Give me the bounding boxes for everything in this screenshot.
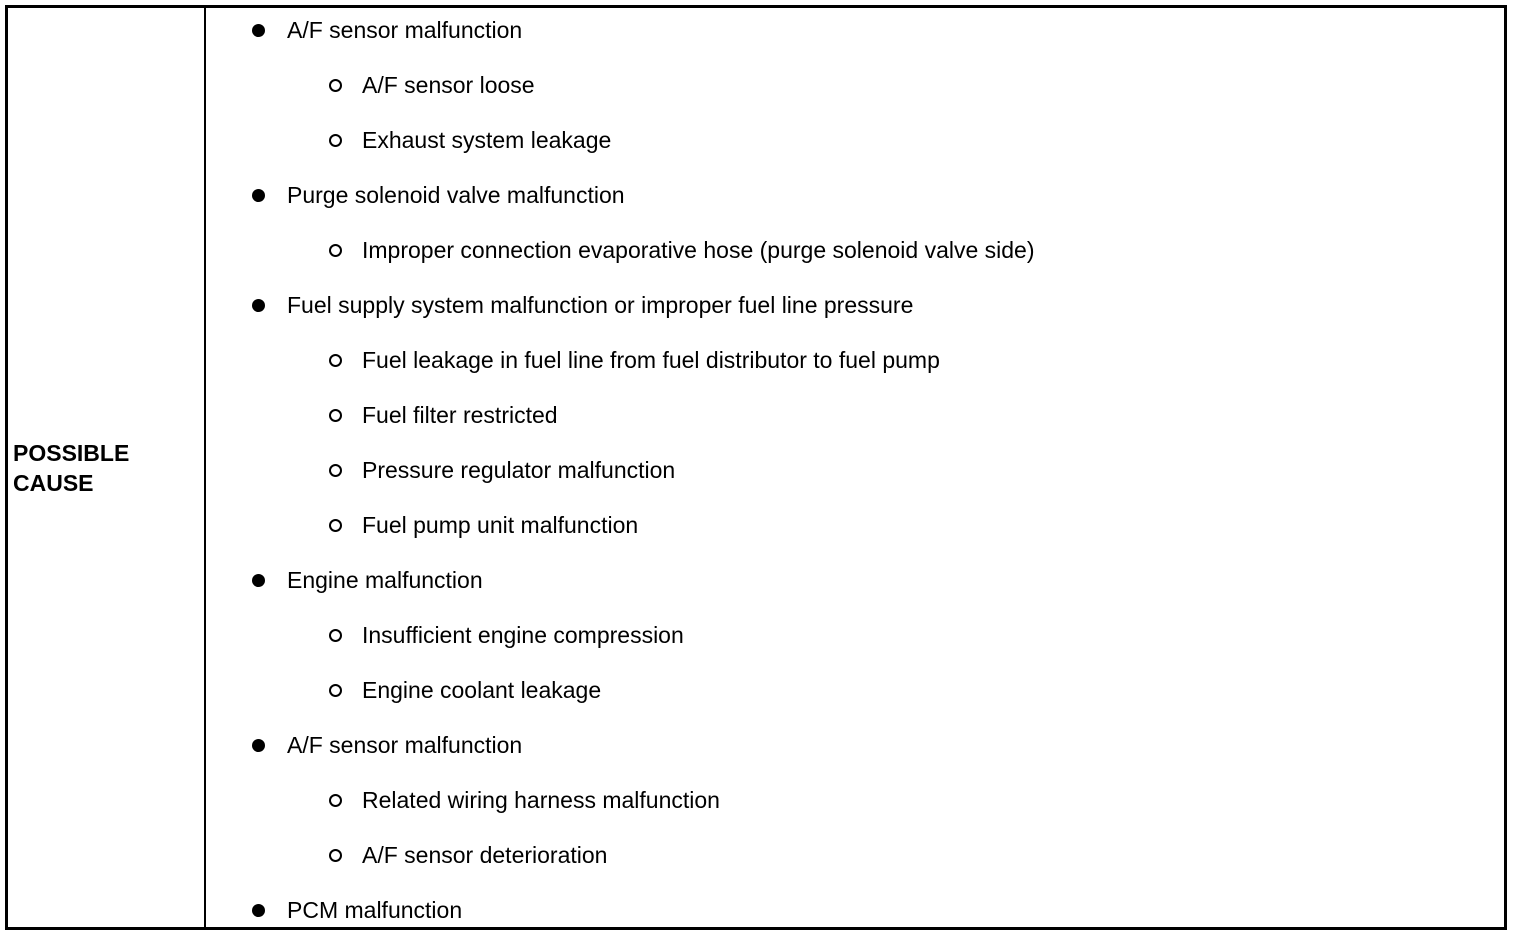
cause-subitem-text: Improper connection evaporative hose (purge solenoid valve side) (362, 237, 1035, 263)
cause-subitem (206, 399, 1504, 454)
cause-subitem (206, 674, 1504, 729)
cause-subitem (206, 619, 1504, 674)
cause-item-text: Purge solenoid valve malfunction (287, 182, 625, 208)
cause-subitem-text: Insufficient engine compression (362, 622, 684, 648)
cause-list (206, 8, 1504, 949)
cause-subitem (206, 344, 1504, 399)
cause-item (206, 894, 1504, 949)
hollow-bullet-icon (329, 354, 342, 367)
hollow-bullet-icon (329, 409, 342, 422)
cause-item (206, 179, 1504, 234)
filled-bullet-icon (252, 574, 265, 587)
cause-item-text: Engine malfunction (287, 567, 483, 593)
filled-bullet-icon (252, 904, 265, 917)
cause-item (206, 729, 1504, 784)
cause-item (206, 289, 1504, 344)
hollow-bullet-icon (329, 794, 342, 807)
filled-bullet-icon (252, 189, 265, 202)
cause-subitem-text: Exhaust system leakage (362, 127, 612, 153)
hollow-bullet-icon (329, 134, 342, 147)
cause-item (206, 14, 1504, 69)
hollow-bullet-icon (329, 244, 342, 257)
cause-list-cell (206, 8, 1504, 927)
cause-subitem-text: A/F sensor loose (362, 72, 535, 98)
cause-subitem (206, 234, 1504, 289)
cause-item-text: A/F sensor malfunction (287, 732, 523, 758)
label-cell (8, 8, 204, 927)
filled-bullet-icon (252, 739, 265, 752)
cause-subitem (206, 839, 1504, 894)
cause-subitem-text: Fuel leakage in fuel line from fuel distributor to fuel pump (362, 347, 940, 373)
hollow-bullet-icon (329, 464, 342, 477)
cause-subitem-text: Pressure regulator malfunction (362, 457, 676, 483)
cause-subitem-text: Fuel filter restricted (362, 402, 558, 428)
filled-bullet-icon (252, 299, 265, 312)
cause-subitem-text: Fuel pump unit malfunction (362, 512, 639, 538)
possible-cause-label: POSSIBLE CAUSE (13, 439, 130, 496)
cause-subitem-text: Engine coolant leakage (362, 677, 602, 703)
hollow-bullet-icon (329, 79, 342, 92)
cause-subitem (206, 124, 1504, 179)
cause-subitem (206, 69, 1504, 124)
cause-subitem (206, 784, 1504, 839)
filled-bullet-icon (252, 24, 265, 37)
cause-subitem (206, 454, 1504, 509)
cause-subitem-text: A/F sensor deterioration (362, 842, 608, 868)
cause-item-text: PCM malfunction (287, 897, 463, 923)
cause-item-text: A/F sensor malfunction (287, 17, 523, 43)
hollow-bullet-icon (329, 684, 342, 697)
hollow-bullet-icon (329, 849, 342, 862)
cause-item-text: Fuel supply system malfunction or improper fuel line pressure (287, 292, 914, 318)
hollow-bullet-icon (329, 519, 342, 532)
cause-item (206, 564, 1504, 619)
hollow-bullet-icon (329, 629, 342, 642)
cause-subitem (206, 509, 1504, 564)
cause-subitem-text: Related wiring harness malfunction (362, 787, 720, 813)
possible-cause-table (5, 5, 1507, 930)
